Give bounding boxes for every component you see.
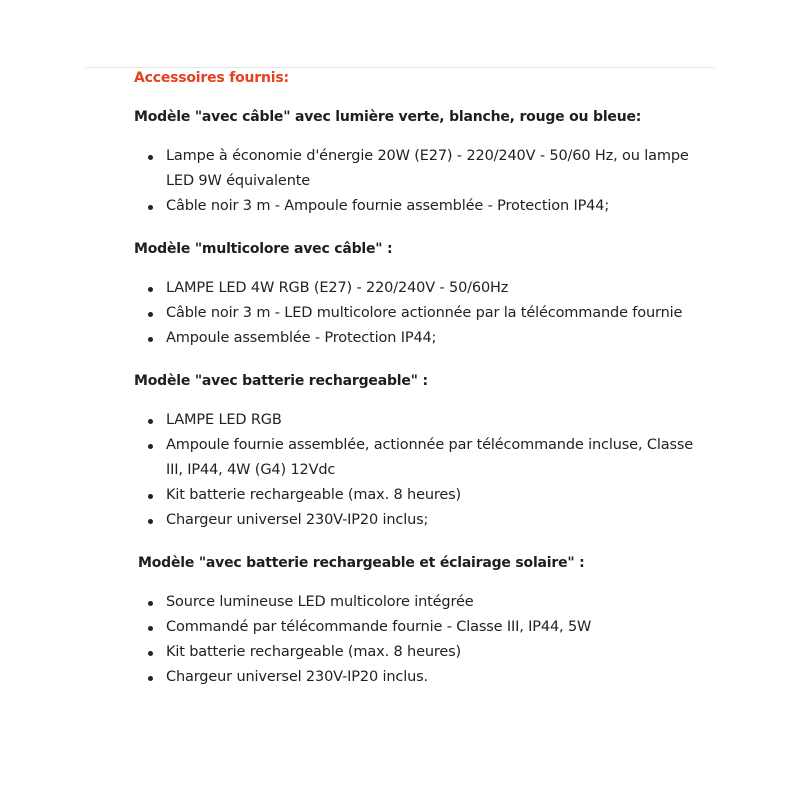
accessory-list [134,144,694,219]
list-item-text: Câble noir 3 m - Ampoule fournie assemblée - Protection IP44; [166,198,610,214]
bullet-icon [148,601,153,606]
list-item-text: Ampoule fournie assemblée, actionnée par télécommande incluse, Classe III, IP44, 4W (G4) 12Vdc [166,437,694,478]
list-item [134,326,694,351]
bullet-icon [148,676,153,681]
list-item-text: Ampoule assemblée - Protection IP44; [166,330,437,346]
accessory-list [134,408,694,533]
list-item-text: Chargeur universel 230V-IP20 inclus. [166,669,429,685]
list-item-text: Source lumineuse LED multicolore intégrée [166,594,474,610]
list-item [134,665,694,690]
bullet-icon [148,337,153,342]
list-item-text: LAMPE LED 4W RGB (E27) - 220/240V - 50/60Hz [166,280,509,296]
model-heading: Modèle "avec batterie rechargeable" : [134,373,428,389]
list-item-text: LAMPE LED RGB [166,412,282,428]
list-item [134,301,694,326]
accessory-list [134,276,694,351]
list-item [134,433,694,483]
list-item [134,144,694,194]
list-item [134,483,694,508]
list-item [134,194,694,219]
model-block-battery-solar [134,553,694,690]
model-heading: Modèle "avec câble" avec lumière verte, blanche, rouge ou bleue: [134,109,642,125]
bullet-icon [148,312,153,317]
list-item [134,508,694,533]
list-item-text: Commandé par télécommande fournie - Classe III, IP44, 5W [166,619,592,635]
list-item-text: Kit batterie rechargeable (max. 8 heures) [166,487,462,503]
bullet-icon [148,494,153,499]
list-item [134,615,694,640]
list-item [134,408,694,433]
bullet-icon [148,155,153,160]
bullet-icon [148,519,153,524]
accessory-list [134,590,694,690]
section-title: Accessoires fournis: [134,70,289,86]
bullet-icon [148,287,153,292]
bullet-icon [148,444,153,449]
bullet-icon [148,651,153,656]
model-heading: Modèle "avec batterie rechargeable et éclairage solaire" : [138,555,585,571]
list-item-text: Lampe à économie d'énergie 20W (E27) - 220/240V - 50/60 Hz, ou lampe LED 9W équivalente [166,148,689,189]
bullet-icon [148,626,153,631]
list-item-text: Câble noir 3 m - LED multicolore actionnée par la télécommande fournie [166,305,683,321]
list-item-text: Kit batterie rechargeable (max. 8 heures) [166,644,462,660]
list-item [134,640,694,665]
model-block-cable [134,107,694,219]
bullet-icon [148,205,153,210]
model-block-battery [134,371,694,533]
model-block-multicolor-cable [134,239,694,351]
list-item [134,590,694,615]
list-item [134,276,694,301]
model-heading: Modèle "multicolore avec câble" : [134,241,393,257]
bullet-icon [148,419,153,424]
accessories-section [134,68,694,690]
list-item-text: Chargeur universel 230V-IP20 inclus; [166,512,429,528]
